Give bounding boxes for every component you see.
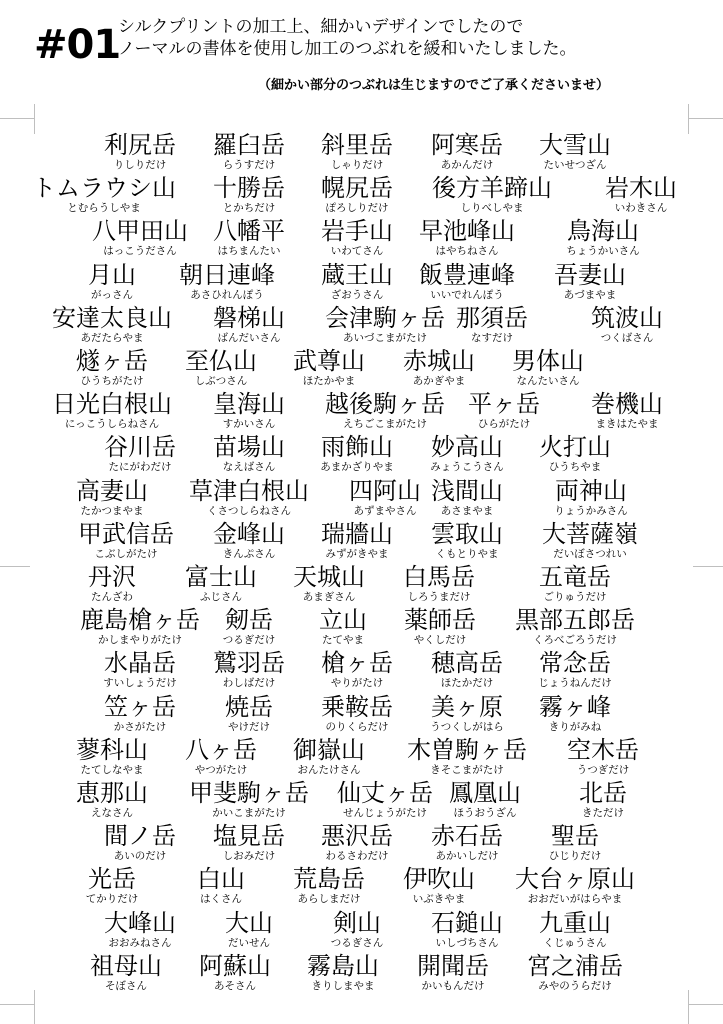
mountain-kanji: 蓼科山 [76, 735, 148, 764]
mountain-reading: きりしまやま [311, 979, 375, 992]
mountain-reading: みやのうらだけ [538, 979, 612, 992]
mountain-reading: たにがわだけ [108, 461, 172, 474]
mountain-reading: ひうちがたけ [80, 375, 144, 387]
mountain-kanji: 大雪山 [539, 131, 611, 159]
mountain-reading: きただけ [582, 807, 624, 819]
mountain-kanji: 焼岳 [225, 692, 273, 721]
mountain-name [475, 866, 675, 906]
design-number: #01 [34, 22, 121, 68]
mountain-kanji: 鳳凰山 [449, 779, 521, 807]
mountain-kanji: 会津駒ヶ岳 [325, 303, 445, 332]
mountain-reading: じょうねんだけ [538, 677, 612, 690]
mountain-reading: きそこまがたけ [430, 763, 504, 776]
mountain-kanji: 苗場山 [213, 433, 285, 462]
mountain-kanji: 朝日連峰 [179, 260, 275, 289]
mountain-kanji: 筑波山 [591, 303, 663, 332]
crop-mark [689, 118, 723, 119]
mountain-reading: きりがみね [548, 720, 602, 733]
mountain-kanji: 火打山 [539, 433, 611, 462]
mountain-row [0, 391, 723, 434]
mountain-reading: やけだけ [228, 720, 270, 733]
mountain-reading: かさがたけ [113, 720, 167, 733]
mountain-kanji: 霧ヶ峰 [539, 692, 611, 721]
mountain-kanji: 後方羊蹄山 [432, 174, 552, 203]
mountain-reading: たてしなやま [80, 763, 144, 776]
mountain-kanji: 吾妻山 [554, 260, 626, 289]
mountain-reading: ぽろしりだけ [325, 202, 389, 215]
mountain-kanji: 開聞岳 [417, 951, 489, 980]
mountain-reading: にっこうしらねさん [64, 418, 160, 431]
mountain-reading: あまぎさん [302, 591, 356, 603]
mountain-name [475, 650, 675, 690]
mountain-reading: たてやま [322, 634, 364, 647]
mountain-name [541, 175, 723, 215]
mountain-kanji: 九重山 [539, 908, 611, 937]
mountain-reading: あいづこまがたけ [343, 331, 427, 344]
mountain-kanji: 荒島岳 [293, 865, 365, 894]
mountain-reading: そぼさん [105, 979, 147, 992]
mountain-kanji: トムラウシ山 [32, 174, 176, 203]
mountain-reading: しぶつさん [194, 375, 248, 387]
mountain-reading: つるぎだけ [222, 634, 276, 647]
mountain-reading: ほうおうざん [453, 807, 517, 819]
mountain-reading: かいこまがたけ [212, 807, 286, 819]
mountain-reading: まきはたやま [595, 418, 659, 431]
mountain-kanji: 早池峰山 [419, 217, 515, 246]
mountain-reading: わるさわだけ [325, 850, 389, 863]
mountain-reading: なえばさん [222, 461, 276, 474]
mountain-kanji: 光岳 [88, 865, 136, 894]
mountain-name [475, 694, 675, 734]
mountain-kanji: 羅臼岳 [213, 131, 285, 159]
mountain-kanji: 浅間山 [431, 476, 503, 505]
crop-mark [688, 104, 689, 134]
mountain-reading: ほたかやま [302, 375, 356, 387]
mountain-kanji: 阿寒岳 [431, 131, 503, 159]
header-note: （細かい部分のつぶれは生じますのでご了承くださいませ） [258, 78, 610, 93]
mountain-row [0, 434, 723, 477]
mountain-kanji: 皇海山 [213, 390, 285, 419]
mountain-kanji: 月山 [88, 260, 136, 289]
mountain-reading: しりべしやま [460, 202, 524, 215]
mountain-reading: ひじりだけ [548, 850, 602, 863]
mountain-reading: がっさん [91, 288, 133, 301]
mountain-name [527, 391, 723, 431]
mountain-kanji: 丹沢 [88, 563, 136, 591]
mountain-reading: ひうちやま [548, 461, 602, 474]
mountain-kanji: 富士山 [185, 563, 257, 591]
mountain-kanji: 祖母山 [90, 951, 162, 980]
mountain-name [475, 910, 675, 950]
mountain-kanji: 岩木山 [605, 174, 677, 203]
mountain-row [0, 262, 723, 305]
mountain-kanji: 宮之浦岳 [527, 951, 623, 980]
mountain-reading: すかいさん [222, 418, 276, 431]
mountain-reading: たかつまやま [80, 504, 144, 517]
mountain-kanji: 大山 [225, 908, 273, 937]
mountain-kanji: 甲武信岳 [78, 519, 174, 548]
mountain-reading: あかぎやま [412, 375, 466, 387]
mountain-reading: あづまやま [563, 288, 617, 301]
mountain-row [0, 607, 723, 650]
mountain-reading: やりがたけ [330, 677, 384, 690]
mountain-kanji: 天城山 [293, 563, 365, 591]
mountain-kanji: 至仏山 [185, 347, 257, 375]
mountain-name [503, 218, 703, 258]
mountain-row [0, 823, 723, 866]
mountain-row [0, 478, 723, 521]
mountain-kanji: 赤城山 [403, 347, 475, 375]
mountain-name [490, 521, 690, 561]
mountain-kanji: 妙高山 [431, 433, 503, 462]
mountain-kanji: 草津白根山 [189, 476, 309, 505]
mountain-name [490, 262, 690, 302]
mountain-reading: くさつしらねさん [207, 504, 291, 517]
mountain-kanji: 立山 [319, 606, 367, 635]
mountain-reading: あさひれんぽう [190, 288, 264, 301]
mountain-kanji: 両神山 [555, 476, 627, 505]
mountain-reading: やつがたけ [194, 763, 248, 776]
mountain-kanji: 赤石岳 [431, 822, 503, 851]
mountain-row [0, 348, 723, 391]
mountain-row [0, 866, 723, 909]
mountain-kanji: 越後駒ヶ岳 [325, 390, 445, 419]
header-line-2: ノーマルの書体を使用し加工のつぶれを緩和いたしました。 [118, 39, 577, 59]
mountain-kanji: 常念岳 [539, 649, 611, 678]
mountain-kanji: 八甲田山 [92, 217, 188, 246]
mountain-reading: たいせつざん [543, 159, 607, 171]
mountain-kanji: 燧ヶ岳 [76, 347, 148, 375]
mountain-reading: ごりゅうだけ [543, 591, 607, 603]
mountain-reading: きんぷさん [222, 547, 276, 560]
mountain-kanji: 大菩薩嶺 [542, 519, 638, 548]
mountain-name [503, 737, 703, 777]
mountain-name [475, 953, 675, 993]
mountain-name [448, 348, 648, 388]
mountain-reading: かいもんだけ [421, 979, 485, 992]
mountain-kanji: 穂高岳 [431, 649, 503, 678]
mountain-reading: いわきさん [614, 202, 668, 215]
mountain-reading: りょうかみさん [554, 504, 628, 517]
mountain-reading: てかりだけ [85, 893, 139, 906]
crop-mark [0, 1004, 34, 1005]
header-line-1: シルクプリントの加工上、細かいデザインでしたので [118, 17, 524, 37]
mountain-kanji: 木曽駒ヶ岳 [407, 735, 527, 764]
mountain-name [475, 607, 675, 647]
mountain-kanji: 間ノ岳 [104, 822, 176, 851]
mountain-kanji: 大峰山 [104, 908, 176, 937]
crop-mark [0, 118, 34, 119]
mountain-reading: なんたいさん [516, 375, 580, 387]
mountain-reading: はやちねさん [435, 245, 499, 258]
mountain-row [0, 694, 723, 737]
mountain-kanji: 剣山 [333, 908, 381, 937]
mountain-reading: えなさん [91, 807, 133, 819]
mountain-name [527, 305, 723, 345]
mountain-reading: だいせん [228, 936, 270, 949]
mountain-reading: うつぎだけ [576, 763, 630, 776]
mountain-row [0, 737, 723, 780]
mountain-kanji: 男体山 [512, 347, 584, 375]
mountain-kanji: 鹿島槍ヶ岳 [80, 606, 200, 635]
mountain-row [0, 953, 723, 996]
mountain-reading: ほたかだけ [440, 677, 494, 690]
mountain-kanji: 利尻岳 [104, 131, 176, 159]
mountain-row [0, 132, 723, 175]
mountain-reading: あかんだけ [440, 159, 494, 171]
mountain-reading: あそさん [214, 979, 256, 992]
mountain-kanji: 八ヶ岳 [185, 735, 257, 764]
mountain-name [475, 823, 675, 863]
mountain-reading: ばんだいさん [217, 331, 281, 344]
mountain-name [475, 132, 675, 172]
mountain-reading: おんたけさん [297, 763, 361, 776]
mountain-reading: たんざわ [91, 591, 133, 603]
mountain-kanji: 斜里岳 [321, 131, 393, 159]
mountain-kanji: 乗鞍岳 [321, 692, 393, 721]
mountain-kanji: 北岳 [579, 779, 627, 807]
mountain-kanji: 悪沢岳 [321, 822, 393, 851]
mountain-reading: ざおうさん [330, 288, 384, 301]
mountain-row [0, 910, 723, 953]
mountain-reading: うつくしがはら [430, 720, 504, 733]
mountain-reading: しゃりだけ [330, 159, 384, 171]
mountain-kanji: 安達太良山 [52, 303, 172, 332]
mountain-reading: わしばだけ [222, 677, 276, 690]
mountain-kanji: 谷川岳 [104, 433, 176, 462]
mountain-row [0, 780, 723, 823]
mountain-reading: だいぼさつれい [553, 547, 627, 560]
mountain-kanji: 甲斐駒ヶ岳 [189, 779, 309, 807]
mountain-reading: つくばさん [600, 331, 654, 344]
mountain-reading: くもとりやま [435, 547, 499, 560]
mountain-kanji: 大台ヶ原山 [515, 865, 635, 894]
mountain-kanji: 磐梯山 [213, 303, 285, 332]
mountain-kanji: 阿蘇山 [199, 951, 271, 980]
mountain-kanji: 霧島山 [307, 951, 379, 980]
mountain-row [0, 218, 723, 261]
mountain-reading: あらしまだけ [297, 893, 361, 906]
mountain-name [503, 780, 703, 820]
mountain-row [0, 305, 723, 348]
mountain-kanji: 白山 [197, 865, 245, 894]
mountain-reading: こぶしがたけ [94, 547, 158, 560]
mountain-name [491, 478, 691, 518]
mountain-reading: みずがきやま [325, 547, 389, 560]
mountain-kanji: 瑞牆山 [321, 519, 393, 548]
mountain-kanji: 伊吹山 [403, 865, 475, 894]
mountain-kanji: 槍ヶ岳 [321, 649, 393, 678]
mountain-kanji: 仙丈ヶ岳 [337, 779, 433, 807]
mountain-reading: つるぎさん [330, 936, 384, 949]
mountain-kanji: 薬師岳 [404, 606, 476, 635]
mountain-kanji: 平ヶ岳 [468, 390, 540, 419]
mountain-reading: はちまんたい [217, 245, 281, 258]
mountain-kanji: 空木岳 [567, 735, 639, 764]
mountain-kanji: 美ヶ原 [431, 692, 503, 721]
mountain-kanji: 雨飾山 [321, 433, 393, 462]
mountain-reading: あだたらやま [80, 331, 144, 344]
mountain-reading: ふじさん [200, 591, 242, 603]
mountain-kanji: 御嶽山 [293, 735, 365, 764]
mountain-reading: かしまやりがたけ [98, 634, 182, 647]
mountain-kanji: 恵那山 [76, 779, 148, 807]
mountain-reading: なすだけ [471, 331, 513, 344]
mountain-reading: とむらうしやま [67, 202, 141, 215]
mountain-reading: あかいしだけ [435, 850, 499, 863]
mountain-reading: はっこうださん [103, 245, 177, 258]
crop-mark [689, 1004, 723, 1005]
mountain-reading: おおみねさん [108, 936, 172, 949]
mountain-reading: いしづちさん [435, 936, 499, 949]
mountain-reading: あいのだけ [113, 850, 167, 863]
mountain-kanji: 剱岳 [225, 606, 273, 635]
mountain-reading: しろうまだけ [407, 591, 471, 603]
mountain-kanji: 武尊山 [293, 347, 365, 375]
mountain-kanji: 飯豊連峰 [419, 260, 515, 289]
mountain-reading: すいしょうだけ [103, 677, 177, 690]
mountain-kanji: 笠ヶ岳 [104, 692, 176, 721]
mountain-reading: しおみだけ [222, 850, 276, 863]
mountain-reading: あさまやま [440, 504, 494, 517]
mountain-kanji: 黒部五郎岳 [515, 606, 635, 635]
mountain-kanji: 鷲羽岳 [213, 649, 285, 678]
mountain-reading: いぶきやま [412, 893, 466, 906]
mountain-reading: みょうこうさん [430, 461, 504, 474]
mountain-reading: りしりだけ [113, 159, 167, 171]
mountain-kanji: 巻機山 [591, 390, 663, 419]
mountain-row [0, 175, 723, 218]
mountain-kanji: 石鎚山 [431, 908, 503, 937]
mountain-kanji: 白馬岳 [403, 563, 475, 591]
mountain-reading: やくしだけ [413, 634, 467, 647]
mountain-row [0, 564, 723, 607]
mountain-kanji: 鳥海山 [567, 217, 639, 246]
mountain-reading: あずまやさん [353, 504, 417, 517]
mountain-reading: おおだいがはらやま [527, 893, 623, 906]
header-description [118, 16, 718, 60]
mountain-reading: ちょうかいさん [566, 245, 640, 258]
mountain-reading: せんじょうがたけ [343, 807, 427, 819]
mountain-reading: とかちだけ [222, 202, 276, 215]
mountain-kanji: 四阿山 [349, 476, 421, 505]
mountain-kanji: 十勝岳 [213, 174, 285, 203]
mountain-reading: のりくらだけ [325, 720, 389, 733]
mountain-name [475, 564, 675, 604]
mountain-kanji: 高妻山 [76, 476, 148, 505]
mountain-reading: はくさん [200, 893, 242, 906]
mountain-name [475, 434, 675, 474]
mountain-kanji: 幌尻岳 [321, 174, 393, 203]
mountain-kanji: 水晶岳 [104, 649, 176, 678]
mountain-kanji: 塩見岳 [213, 822, 285, 851]
mountain-reading: あまかざりやま [320, 461, 394, 474]
mountain-kanji: 八幡平 [213, 217, 285, 246]
mountain-kanji: 五竜岳 [539, 563, 611, 591]
mountain-reading: いわてさん [330, 245, 384, 258]
mountain-reading: くろべごろうだけ [533, 634, 617, 647]
mountain-kanji: 那須岳 [456, 303, 528, 332]
mountain-kanji: 雲取山 [431, 519, 503, 548]
mountain-kanji: 岩手山 [321, 217, 393, 246]
mountain-kanji: 蔵王山 [321, 260, 393, 289]
mountain-kanji: 聖岳 [551, 822, 599, 851]
mountain-reading: らうすだけ [222, 159, 276, 171]
mountain-reading: くじゅうさん [543, 936, 607, 949]
mountain-reading: ひらがたけ [477, 418, 531, 431]
mountain-reading: えちごこまがたけ [343, 418, 427, 431]
mountain-reading: いいでれんぽう [430, 288, 504, 301]
mountain-row [0, 521, 723, 564]
mountain-row [0, 650, 723, 693]
crop-mark [34, 104, 35, 134]
mountain-kanji: 日光白根山 [52, 390, 172, 419]
mountain-kanji: 金峰山 [213, 519, 285, 548]
